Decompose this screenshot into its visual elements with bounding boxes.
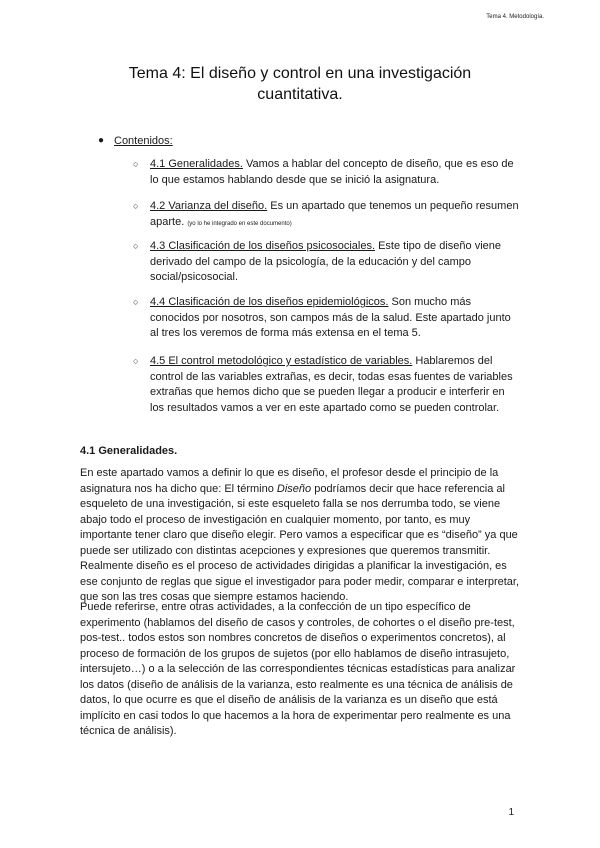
contents-item-link[interactable]: 4.2 Varianza del diseño. (150, 200, 268, 212)
contents-item-link[interactable]: 4.1 Generalidades. (150, 158, 243, 170)
paragraph-1-term: Diseño (276, 482, 312, 495)
contents-item (133, 295, 520, 342)
document-title (60, 63, 540, 105)
contents-item-link[interactable]: 4.5 El control metodológico y estadístico de variables. (150, 355, 413, 367)
contents-item-text: Es un apartado que tenemos un pequeño resumen aparte. (150, 200, 519, 228)
bullet-disc-icon: ● (98, 135, 105, 146)
paragraph-1-after: podríamos decir que hace referencia al esqueleto de una investigación, si este esqueleto falla se nos derrumba todo, se viene abajo todo el proceso de investigación en cualquier momento, por tanto, es muy importante tener claro que diseño elegir. Pero vamos a especificar que es “diseño” ya que puede ser utilizado con distintas acepciones y expresiones que queremos transmitir. Realmente diseño es el proceso de actividades dirigidas a planificar la investigación, es ese conjunto de reglas que sigue el investigador para poder medir, comparar e interpretar, que son las tres cosas que siempre estamos haciendo. (80, 482, 520, 603)
running-header: Tema 4. Metodología. (486, 14, 544, 20)
section-heading: 4.1 Generalidades. (80, 445, 178, 457)
contents-item-link[interactable]: 4.3 Clasificación de los diseños psicosociales. (150, 240, 376, 252)
bullet-circle-icon: ○ (133, 356, 139, 366)
contents-item-link[interactable]: 4.4 Clasificación de los diseños epidemiológicos. (150, 296, 389, 308)
title-line-2: cuantitativa. (257, 86, 343, 103)
contents-item-note: (yo lo he integrado en este documento) (187, 220, 292, 227)
title-line-1: Tema 4: El diseño y control en una investigación (128, 65, 472, 82)
paragraph-1 (80, 466, 520, 606)
contents-item (133, 239, 520, 286)
bullet-circle-icon: ○ (133, 201, 139, 211)
contents-item-text: Este tipo de diseño viene derivado del campo de la psicología, de la educación y del campo social/psicosocial. (150, 240, 501, 283)
contents-item-text: Hablaremos del control de las variables extrañas, es decir, todas esas fuentes de variables extrañas que hemos dicho que se pueden llegar a producir e interferir en los resultados vamos a ver en este apartado como se pueden controlar. (150, 355, 513, 414)
contents-item-text: Vamos a hablar del concepto de diseño, que es eso de lo que estamos hablando desde que se inició la asignatura. (150, 158, 514, 186)
paragraph-2: Puede referirse, entre otras actividades, a la confección de un tipo específico de experimento (hablamos del diseño de casos y controles, de cohortes o el diseño pre-test, pos-test.. todos estos son nombres concretos de diseños o experimentos concretos), al proceso de formación de los grupos de sujetos (por ello hablamos de diseño intrasujeto, intersujeto…) o a la selección de las correspondientes técnicas estadísticas para analizar los datos (diseño de análisis de la varianza, esto realmente es una técnica de análisis de datos, lo que ocurre es que el diseño de análisis de la varianza es un diseño que está implícito en casi todos lo que hacemos a la hora de experimentar pero realmente es una técnica de análisis). (80, 601, 516, 737)
page-number: 1 (508, 807, 514, 818)
paragraph-1-before: En este apartado vamos a definir lo que es diseño, el profesor desde el principio de la asignatura nos ha dicho que: El término (80, 467, 499, 495)
bullet-circle-icon: ○ (133, 241, 139, 251)
contents-label: Contenidos: (114, 135, 173, 147)
bullet-circle-icon: ○ (133, 159, 139, 169)
bullet-circle-icon: ○ (133, 297, 139, 307)
contents-item (133, 354, 520, 416)
contents-item (133, 199, 520, 232)
contents-item (133, 157, 520, 188)
contents-item-text: Son mucho más conocidos por nosotros, son campos más de la salud. Este apartado junto al tres los veremos de forma más extensa en el tema 5. (150, 296, 511, 339)
